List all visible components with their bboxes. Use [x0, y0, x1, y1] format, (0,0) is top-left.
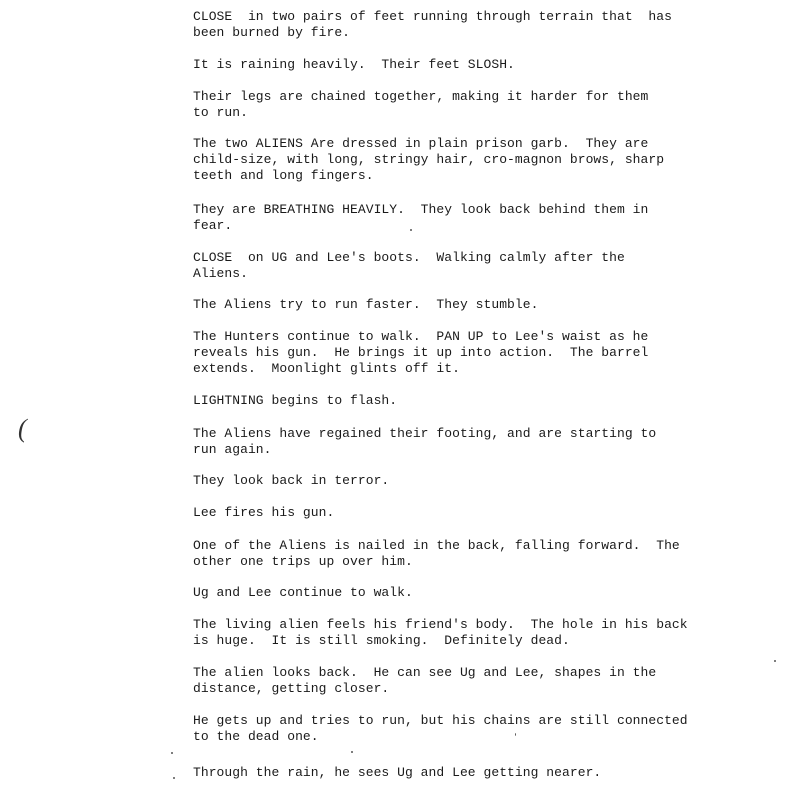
paragraph-alien-looks-back: The alien looks back. He can see Ug and Lee, shapes in the distance, getting closer.: [193, 665, 657, 696]
paragraph-regained-footing: The Aliens have regained their footing, and are starting to run again.: [193, 426, 657, 457]
paragraph-raining: It is raining heavily. Their feet SLOSH.: [193, 57, 515, 72]
paragraph-run-faster: The Aliens try to run faster. They stumble.: [193, 297, 539, 312]
paragraph-legs-chained: Their legs are chained together, making it harder for them to run.: [193, 89, 649, 120]
paragraph-breathing-heavily: They are BREATHING HEAVILY. They look back behind them in fear.: [193, 202, 649, 233]
paragraph-look-back: They look back in terror.: [193, 473, 390, 488]
speck: [351, 751, 353, 753]
paragraph-tries-to-run: He gets up and tries to run, but his chains are still connected to the dead one.: [193, 713, 688, 744]
paragraph-through-rain: Through the rain, he sees Ug and Lee getting nearer.: [193, 765, 602, 780]
paragraph-aliens-description: The two ALIENS Are dressed in plain prison garb. They are child-size, with long, stringy hair, cro-magnon brows, sharp teeth and long fingers.: [193, 136, 665, 183]
paragraph-feet-running: CLOSE in two pairs of feet running through terrain that has been burned by fire.: [193, 9, 672, 40]
speck: [410, 229, 412, 231]
paragraph-continue-walk: Ug and Lee continue to walk.: [193, 585, 413, 600]
paragraph-lightning: LIGHTNING begins to flash.: [193, 393, 398, 408]
speck: [171, 752, 173, 754]
paragraph-alien-nailed: One of the Aliens is nailed in the back, falling forward. The other one trips up over him.: [193, 538, 680, 569]
paragraph-boots: CLOSE on UG and Lee's boots. Walking calmly after the Aliens.: [193, 250, 625, 281]
speck: [173, 777, 175, 779]
speck: [515, 733, 516, 736]
paragraph-lee-fires: Lee fires his gun.: [193, 505, 335, 520]
speck: [774, 660, 776, 662]
margin-mark: (: [18, 414, 27, 443]
paragraph-hunters-walk: The Hunters continue to walk. PAN UP to Lee's waist as he reveals his gun. He brings it up into action. The barrel extends. Moonlight glints off it.: [193, 329, 649, 376]
paragraph-living-alien: The living alien feels his friend's body. The hole in his back is huge. It is still smoking. Definitely dead.: [193, 617, 688, 648]
